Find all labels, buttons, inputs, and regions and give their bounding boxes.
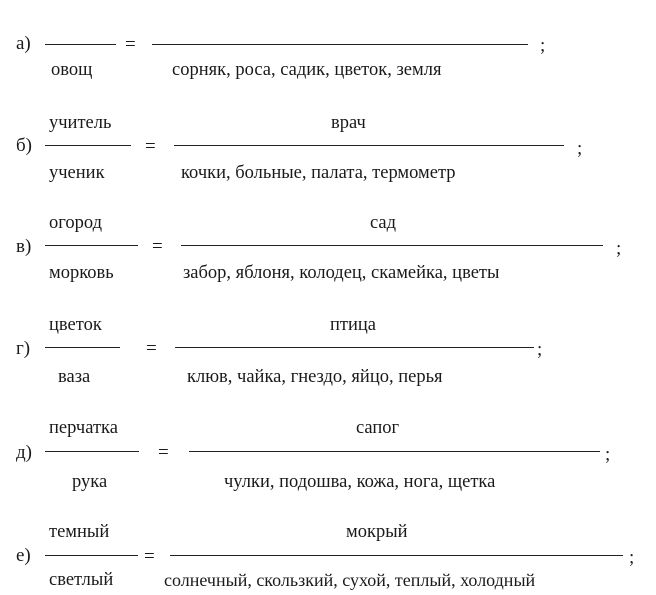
right-top-word: сапог <box>356 418 400 438</box>
equals-sign: = <box>146 338 157 359</box>
exercise-label: е) <box>16 545 31 566</box>
right-fraction-line <box>170 555 623 556</box>
left-fraction-line <box>45 347 120 348</box>
left-top-word: темный <box>49 522 110 542</box>
right-top-word: мокрый <box>346 522 408 542</box>
left-bottom-word: ваза <box>58 367 91 387</box>
semicolon: ; <box>537 339 543 360</box>
options-list: клюв, чайка, гнездо, яйцо, перья <box>187 367 443 387</box>
right-top-word: сад <box>370 213 397 233</box>
semicolon: ; <box>540 35 546 56</box>
exercise-label: а) <box>16 33 31 54</box>
left-bottom-word: светлый <box>49 570 114 590</box>
semicolon: ; <box>616 238 622 259</box>
exercise-label: б) <box>16 135 32 156</box>
equals-sign: = <box>145 136 156 157</box>
right-fraction-line <box>175 347 534 348</box>
exercise-label: в) <box>16 236 32 257</box>
right-top-word: птица <box>330 315 376 335</box>
exercise-label: д) <box>16 442 32 463</box>
left-top-word: огород <box>49 213 103 233</box>
options-list: забор, яблоня, колодец, скамейка, цветы <box>183 263 500 283</box>
equals-sign: = <box>158 442 169 463</box>
right-fraction-line <box>174 145 564 146</box>
left-fraction-line <box>45 245 138 246</box>
options-list: солнечный, скользкий, сухой, теплый, холодный <box>164 570 536 590</box>
left-bottom-word: овощ <box>51 60 93 80</box>
equals-sign: = <box>152 236 163 257</box>
equals-sign: = <box>144 546 155 567</box>
left-fraction-line <box>45 555 138 556</box>
left-bottom-word: ученик <box>49 163 105 183</box>
right-top-word: врач <box>331 113 366 133</box>
options-list: кочки, больные, палата, термометр <box>181 163 456 183</box>
left-bottom-word: морковь <box>49 263 114 283</box>
right-fraction-line <box>152 44 528 45</box>
left-fraction-line <box>45 145 131 146</box>
exercise-label: г) <box>16 338 31 359</box>
semicolon: ; <box>577 138 583 159</box>
left-top-word: перчатка <box>49 418 118 438</box>
semicolon: ; <box>629 547 635 568</box>
left-fraction-line <box>45 44 116 45</box>
right-fraction-line <box>181 245 603 246</box>
equals-sign: = <box>125 34 136 55</box>
options-list: сорняк, роса, садик, цветок, земля <box>172 60 442 80</box>
left-top-word: цветок <box>49 315 102 335</box>
left-fraction-line <box>45 451 139 452</box>
left-top-word: учитель <box>49 113 112 133</box>
right-fraction-line <box>189 451 600 452</box>
left-bottom-word: рука <box>72 472 108 492</box>
options-list: чулки, подошва, кожа, нога, щетка <box>224 472 496 492</box>
semicolon: ; <box>605 444 611 465</box>
